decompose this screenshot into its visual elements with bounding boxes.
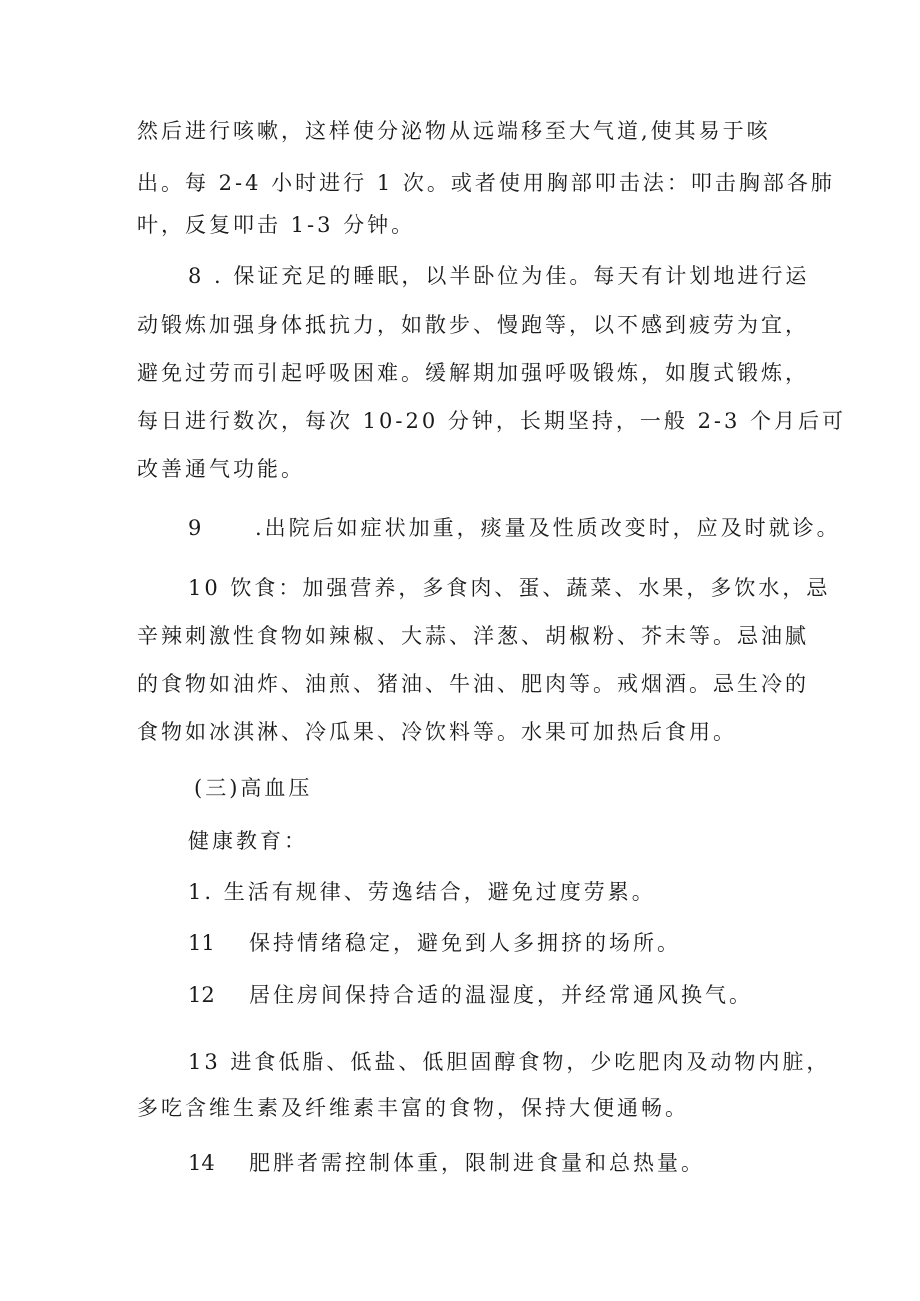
item-9-text: .出院后如症状加重，痰量及性质改变时，应及时就诊。 [255, 516, 841, 540]
item-9-number: 9 [188, 516, 202, 540]
item-12-number: 12 [188, 983, 215, 1007]
item-1-text: 1. 生活有规律、劳逸结合，避免过度劳累。 [188, 880, 656, 904]
item-12-text: 居住房间保持合适的温湿度，并经常通风换气。 [249, 983, 753, 1007]
item-11-text: 保持情绪稳定，避免到人多拥挤的场所。 [249, 931, 681, 955]
item-10-line-4: 食物如冰淇淋、冷瓜果、冷饮料等。水果可加热后食用。 [137, 720, 737, 744]
item-8-line-2: 动锻炼加强身体抵抗力，如散步、慢跑等，以不感到疲劳为宜， [137, 313, 809, 337]
item-8-line-1: 8 . 保证充足的睡眠，以半卧位为佳。每天有计划地进行运 [188, 264, 810, 288]
item-10-line-1: 10 饮食：加强营养，多食肉、蛋、蔬菜、水果，多饮水，忌 [188, 576, 831, 600]
item-14-number: 14 [188, 1151, 215, 1175]
text-line-3: 叶，反复叩击 1-3 分钟。 [137, 213, 416, 237]
item-13-line-2: 多吃含维生素及纤维素丰富的食物，保持大便通畅。 [137, 1096, 689, 1120]
item-8-line-3: 避免过劳而引起呼吸困难。缓解期加强呼吸锻炼，如腹式锻炼， [137, 361, 809, 385]
item-10-line-3: 的食物如油炸、油煎、猪油、牛油、肥肉等。戒烟酒。忌生冷的 [137, 672, 809, 696]
item-14-text: 肥胖者需控制体重，限制进食量和总热量。 [249, 1151, 705, 1175]
section-heading: (三)高血压 [194, 776, 313, 800]
item-10-line-2: 辛辣刺激性食物如辣椒、大蒜、洋葱、胡椒粉、芥末等。忌油腻 [137, 624, 809, 648]
item-13-line-1: 13 进食低脂、低盐、低胆固醇食物，少吃肥肉及动物内脏， [188, 1050, 831, 1074]
text-line-1: 然后进行咳嗽，这样使分泌物从远端移至大气道,使其易于咳 [137, 119, 771, 143]
item-8-line-5: 改善通气功能。 [137, 457, 305, 481]
text-line-2: 出。每 2-4 小时进行 1 次。或者使用胸部叩击法：叩击胸部各肺 [137, 171, 835, 195]
subheading: 健康教育： [188, 829, 308, 853]
item-11-number: 11 [188, 931, 215, 955]
item-8-line-4: 每日进行数次，每次 10-20 分钟，长期坚持，一般 2-3 个月后可 [137, 409, 847, 433]
